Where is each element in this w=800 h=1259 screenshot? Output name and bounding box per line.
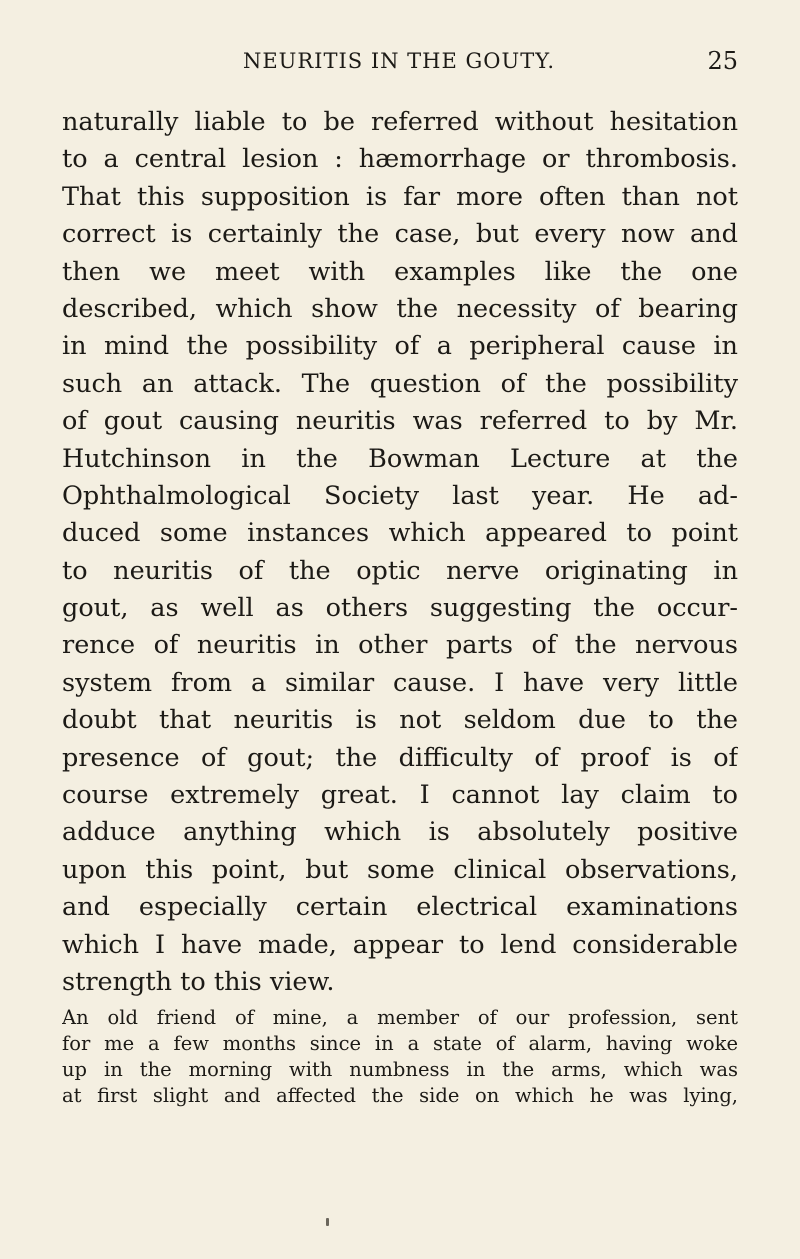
text-line: correct is certainly the case, but every now and bbox=[62, 219, 738, 250]
text-line: and especially certain electrical examinations bbox=[62, 892, 738, 923]
text-line: system from a similar cause. I have very little bbox=[62, 667, 738, 698]
running-title: NEURITIS IN THE GOUTY. bbox=[242, 49, 556, 73]
text-line: described, which show the necessity of bearing bbox=[62, 293, 738, 324]
main-paragraph bbox=[62, 104, 738, 1001]
text-line: doubt that neuritis is not seldom due to the bbox=[62, 705, 738, 736]
text-line: Ophthalmological Society last year. He ad- bbox=[62, 480, 738, 511]
note-line: for me a few months since in a state of alarm, having woke bbox=[62, 1032, 738, 1055]
page-number: 25 bbox=[707, 47, 738, 75]
text-line: then we meet with examples like the one bbox=[62, 256, 738, 287]
text-line: in mind the possibility of a peripheral cause in bbox=[62, 331, 738, 362]
text-line: adduce anything which is absolutely positive bbox=[62, 817, 738, 848]
text-line: which I have made, appear to lend considerable bbox=[62, 929, 738, 960]
text-line: naturally liable to be referred without hesitation bbox=[62, 107, 738, 137]
text-line: That this supposition is far more often than not bbox=[62, 181, 738, 212]
running-head bbox=[60, 44, 738, 78]
print-speck bbox=[326, 1218, 329, 1226]
note-line: An old friend of mine, a member of our profession, sent bbox=[62, 1006, 738, 1029]
text-line: presence of gout; the difficulty of proof is of bbox=[62, 742, 738, 773]
note-line: up in the morning with numbness in the arms, which was bbox=[62, 1058, 738, 1081]
text-line: rence of neuritis in other parts of the nervous bbox=[62, 630, 738, 661]
text-line: of gout causing neuritis was referred to by Mr. bbox=[62, 406, 738, 437]
text-line: duced some instances which appeared to point bbox=[62, 518, 738, 549]
text-line: Hutchinson in the Bowman Lecture at the bbox=[62, 443, 738, 474]
text-line: course extremely great. I cannot lay claim to bbox=[62, 780, 738, 811]
text-line: upon this point, but some clinical observations, bbox=[62, 854, 738, 885]
text-line: to a central lesion : hæmorrhage or thrombosis. bbox=[62, 144, 738, 175]
note-line: at first slight and affected the side on which he was lying, bbox=[62, 1084, 738, 1107]
text-line: to neuritis of the optic nerve originating in bbox=[62, 555, 738, 586]
text-line: gout, as well as others suggesting the occur- bbox=[62, 593, 738, 624]
text-line: strength to this view. bbox=[62, 966, 335, 997]
text-line: such an attack. The question of the possibility bbox=[62, 368, 738, 399]
case-note bbox=[62, 1005, 738, 1109]
